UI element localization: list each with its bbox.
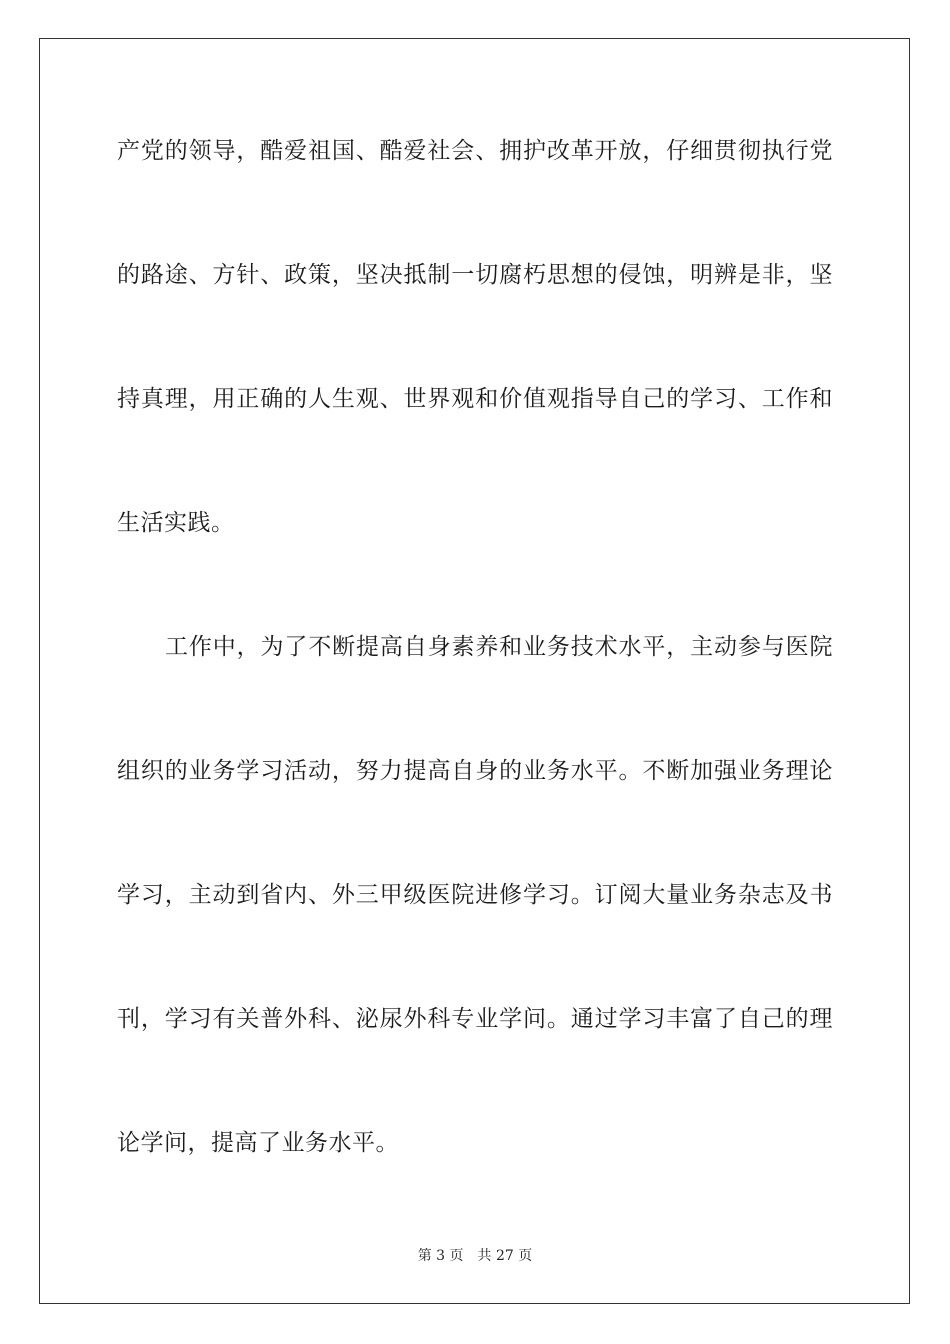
body-line-6: 组织的业务学习活动，努力提高自身的业务水平。不断加强业务理论 (117, 758, 833, 784)
page-total: 共 27 页 (477, 1248, 533, 1264)
body-line-4: 生活实践。 (117, 510, 235, 536)
body-line-5: 工作中，为了不断提高自身素养和业务技术水平，主动参与医院 (165, 634, 833, 660)
body-line-7: 学习，主动到省内、外三甲级医院进修学习。订阅大量业务杂志及书 (117, 882, 833, 908)
page-border (39, 38, 910, 1304)
body-line-2: 的路途、方针、政策，坚决抵制一切腐朽思想的侵蚀，明辨是非，坚 (117, 262, 833, 288)
body-line-9: 论学问，提高了业务水平。 (117, 1130, 399, 1156)
body-line-3: 持真理，用正确的人生观、世界观和价值观指导自己的学习、工作和 (117, 386, 833, 412)
page-number: 第 3 页 (417, 1248, 464, 1264)
body-line-1: 产党的领导，酷爱祖国、酷爱社会、拥护改革开放，仔细贯彻执行党 (117, 138, 833, 164)
page-footer (0, 1247, 950, 1265)
body-line-8: 刊，学习有关普外科、泌尿外科专业学问。通过学习丰富了自己的理 (117, 1006, 833, 1032)
